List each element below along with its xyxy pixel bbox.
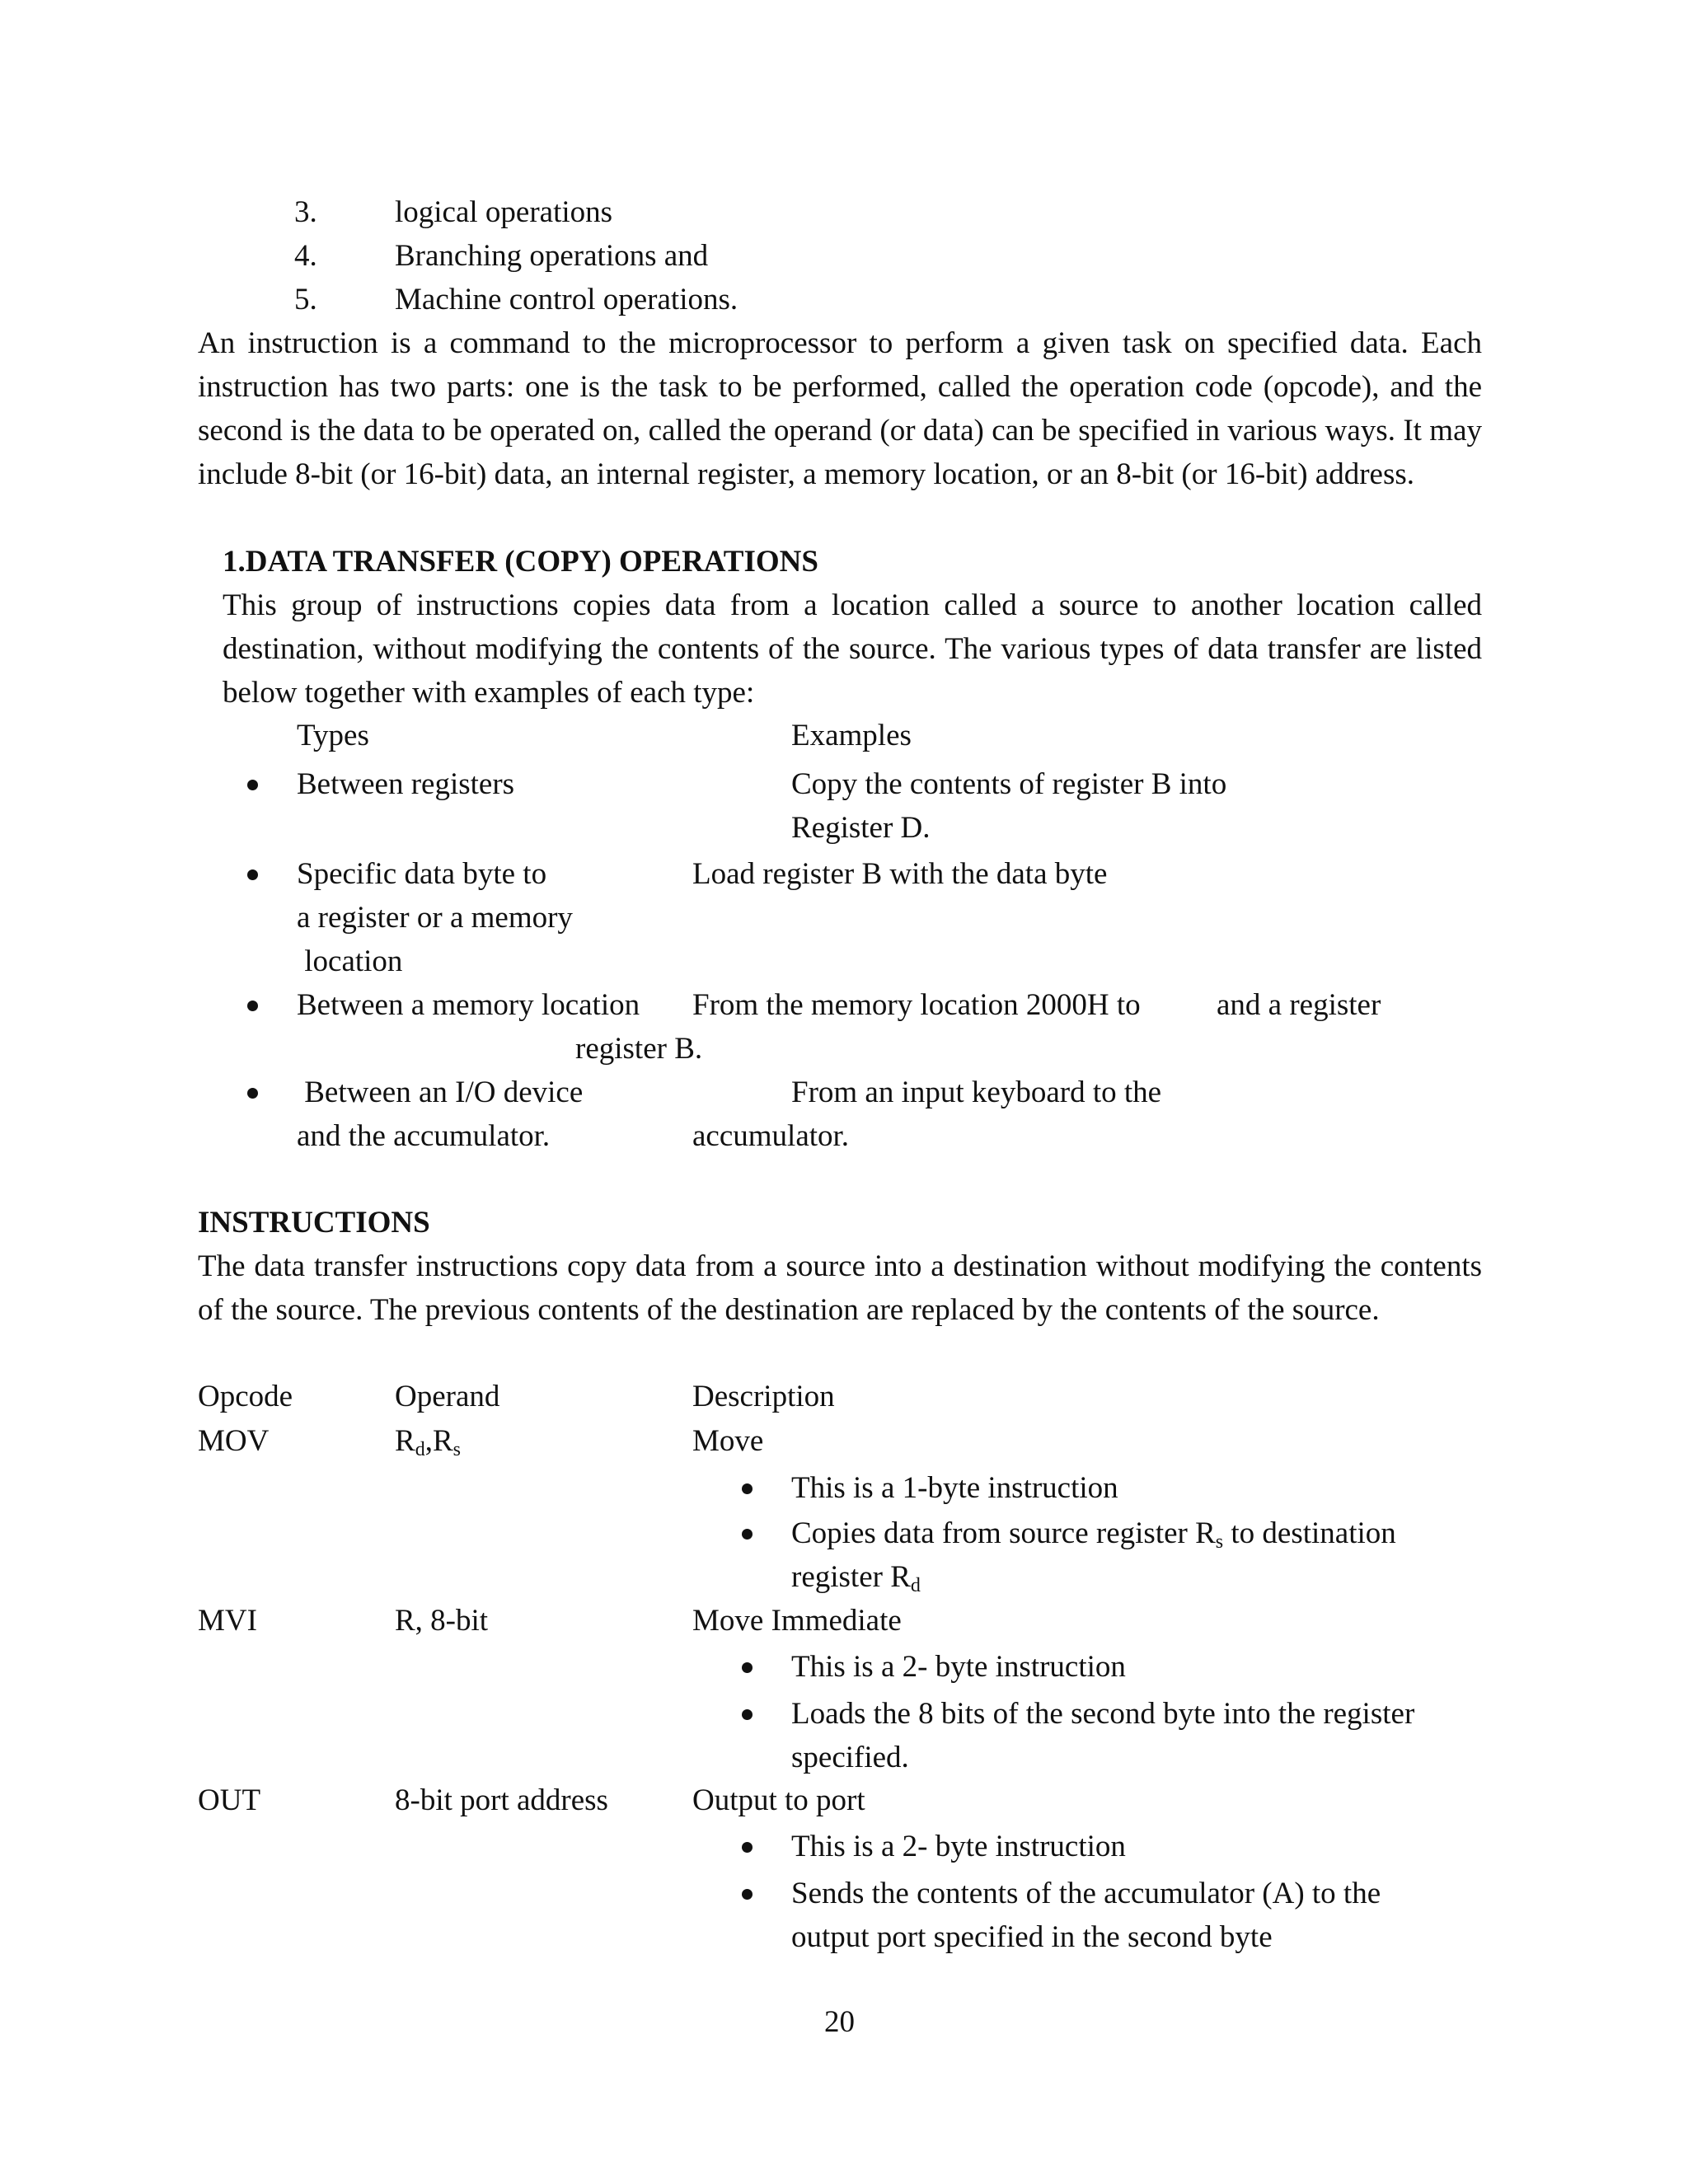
description: Move <box>692 1424 764 1458</box>
opcode: MVI <box>198 1604 257 1638</box>
description-bullet: Sends the contents of the accumulator (A) to the <box>791 1877 1381 1910</box>
description-bullet: Copies data from source register $R_s$ to destination <box>791 1516 1396 1553</box>
list-item: Branching operations and <box>395 239 709 273</box>
description: Output to port <box>692 1783 865 1817</box>
description-bullet-continuation: specified. <box>791 1741 909 1774</box>
type-text: Specific data byte to <box>297 857 547 891</box>
type-text: a register or a memory <box>297 901 573 935</box>
example-text: From an input keyboard to the <box>791 1076 1162 1109</box>
description-bullet: This is a 1-byte instruction <box>791 1471 1118 1505</box>
bullet-icon <box>247 780 258 790</box>
types-header: Types <box>297 719 369 752</box>
type-text: Between an I/O device <box>297 1076 584 1109</box>
description-bullet: Loads the 8 bits of the second byte into the register <box>791 1697 1415 1731</box>
bullet-icon <box>742 1483 753 1494</box>
column-header-operand: Operand <box>395 1380 500 1413</box>
type-text: Between a memory location <box>297 988 640 1022</box>
operand: R, 8-bit <box>395 1604 489 1638</box>
description-bullet-continuation: output port specified in the second byte <box>791 1920 1273 1954</box>
bullet-icon <box>742 1842 753 1853</box>
list-item: Machine control operations. <box>395 283 738 316</box>
description-bullet: This is a 2- byte instruction <box>791 1650 1126 1684</box>
example-text: From the memory location 2000H to <box>692 988 1141 1022</box>
list-number: 3. <box>294 195 317 229</box>
bullet-icon <box>247 1088 258 1099</box>
type-text: location <box>297 944 403 978</box>
intro-paragraph: An instruction is a command to the microprocessor to perform a given task on specified data. Each instruction has two parts: one is the task to be performed, called the operation code (opcode), and the second is the data to be operated on, called the operand (or data) can be specified in various ways. It may include 8-bit (or 16-bit) data, an internal register, a memory location, or an 8-bit (or 16-bit) address. <box>198 326 1482 491</box>
example-text: Copy the contents of register B into <box>791 767 1227 801</box>
bullet-icon <box>742 1662 753 1673</box>
operand: 8-bit port address <box>395 1783 608 1817</box>
column-header-opcode: Opcode <box>198 1380 293 1413</box>
description-bullet-continuation: register $R_d$ <box>791 1560 921 1596</box>
example-text: Register D. <box>791 811 931 845</box>
bullet-icon <box>742 1889 753 1900</box>
page-number: 20 <box>824 2005 855 2039</box>
bullet-icon <box>742 1709 753 1720</box>
description-bullet: This is a 2- byte instruction <box>791 1830 1126 1863</box>
operand: $R_d,R_s$ <box>395 1424 461 1460</box>
examples-header: Examples <box>791 719 912 752</box>
list-item: logical operations <box>395 195 613 229</box>
bullet-icon <box>742 1529 753 1540</box>
opcode: MOV <box>198 1424 270 1458</box>
instructions-heading: INSTRUCTIONS <box>198 1206 430 1240</box>
opcode: OUT <box>198 1783 261 1817</box>
list-number: 4. <box>294 239 317 273</box>
type-text: Between registers <box>297 767 515 801</box>
bullet-icon <box>247 1001 258 1011</box>
section-heading: 1.DATA TRANSFER (COPY) OPERATIONS <box>223 545 818 579</box>
description: Move Immediate <box>692 1604 902 1638</box>
list-number: 5. <box>294 283 317 316</box>
example-text: register B. <box>575 1032 703 1066</box>
instructions-paragraph: The data transfer instructions copy data from a source into a destination without modifying the contents of the source. The previous contents of the destination are replaced by the contents of the source. <box>198 1249 1482 1327</box>
example-text: accumulator. <box>692 1119 850 1153</box>
column-header-description: Description <box>692 1380 835 1413</box>
bullet-icon <box>247 869 258 880</box>
type-text: and the accumulator. <box>297 1119 551 1153</box>
section-paragraph: This group of instructions copies data from a location called a source to another location called destination, without modifying the contents of the source. The various types of data transfer are listed below together with examples of each type: <box>223 588 1482 710</box>
example-text: and a register <box>1217 988 1381 1022</box>
example-text: Load register B with the data byte <box>692 857 1108 891</box>
